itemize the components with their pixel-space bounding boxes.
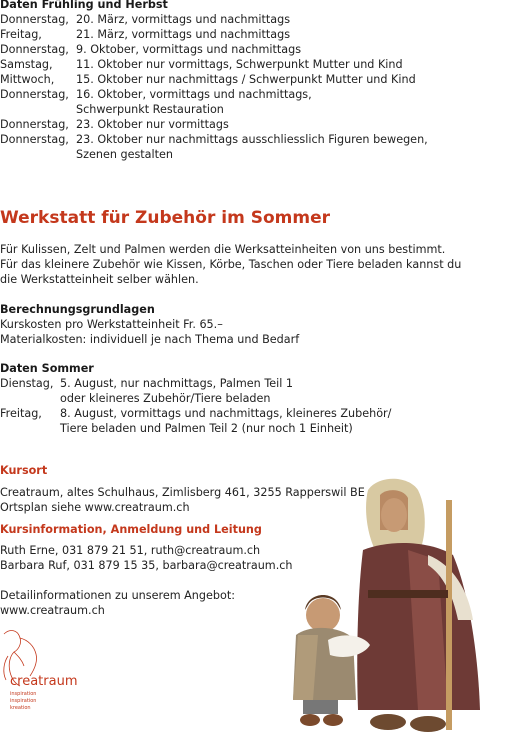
- date-desc: 23. Oktober nur vormittags: [76, 118, 229, 131]
- logo-tagline: kreation: [10, 705, 31, 711]
- section-heading-fruehling-herbst: Daten Frühling und Herbst: [0, 0, 168, 11]
- date-desc: 16. Oktober, vormittags und nachmittags,: [76, 88, 312, 101]
- date-desc: 8. August, vormittags und nachmittags, kleineres Zubehör/: [60, 407, 392, 420]
- berechnung-heading: Berechnungsgrundlagen: [0, 303, 155, 316]
- date-desc: 20. März, vormittags und nachmittags: [76, 13, 291, 26]
- berechnung-line: Kurskosten pro Werkstatteinheit Fr. 65.–: [0, 318, 223, 331]
- kursinfo-heading: Kursinformation, Anmeldung und Leitung: [0, 523, 262, 536]
- creatraum-logo: [0, 626, 110, 738]
- date-day: Mittwoch,: [0, 73, 55, 86]
- figures-photo: [268, 470, 513, 741]
- date-desc-continued: Schwerpunkt Restauration: [76, 103, 224, 116]
- contact-ruth[interactable]: Ruth Erne, 031 879 21 51, ruth@creatraum.ch: [0, 544, 261, 557]
- logo-tagline: inspiration: [10, 691, 37, 697]
- contact-barbara[interactable]: Barbara Ruf, 031 879 15 35, barbara@creatraum.ch: [0, 559, 293, 572]
- intro-line: Für Kulissen, Zelt und Palmen werden die Werksatteinheiten von uns bestimmt.: [0, 243, 446, 256]
- date-day: Samstag,: [0, 58, 53, 71]
- figures-photo-icon: [268, 470, 513, 741]
- detail-line: Detailinformationen zu unserem Angebot:: [0, 589, 235, 602]
- kursort-line: Creatraum, altes Schulhaus, Zimlisberg 461, 3255 Rapperswil BE: [0, 486, 365, 499]
- date-desc-continued: Szenen gestalten: [76, 148, 174, 161]
- date-day: Donnerstag,: [0, 43, 69, 56]
- date-day: Freitag,: [0, 407, 42, 420]
- kursort-link[interactable]: Ortsplan siehe www.creatraum.ch: [0, 501, 190, 514]
- intro-line: Für das kleinere Zubehör wie Kissen, Körbe, Taschen oder Tiere beladen kannst du: [0, 258, 462, 271]
- sommer-heading: Daten Sommer: [0, 362, 94, 375]
- date-day: Donnerstag,: [0, 88, 69, 101]
- berechnung-line: Materialkosten: individuell je nach Thema und Bedarf: [0, 333, 300, 346]
- page-title: Werkstatt für Zubehör im Sommer: [0, 208, 330, 228]
- date-day: Dienstag,: [0, 377, 54, 390]
- website-link[interactable]: www.creatraum.ch: [0, 604, 105, 617]
- logo-tagline: inspiration: [10, 698, 37, 704]
- date-day: Donnerstag,: [0, 133, 69, 146]
- date-day: Donnerstag,: [0, 13, 69, 26]
- date-day: Donnerstag,: [0, 118, 69, 131]
- intro-line: die Werkstatteinheit selber wählen.: [0, 273, 199, 286]
- date-desc: 9. Oktober, vormittags und nachmittags: [76, 43, 302, 56]
- date-desc: 23. Oktober nur nachmittags ausschliesslich Figuren bewegen,: [76, 133, 428, 146]
- date-desc-continued: oder kleineres Zubehör/Tiere beladen: [60, 392, 271, 405]
- date-desc: 21. März, vormittags und nachmittags: [76, 28, 291, 41]
- date-desc-continued: Tiere beladen und Palmen Teil 2 (nur noch 1 Einheit): [60, 422, 353, 435]
- logo-wordmark: creatraum: [10, 674, 78, 689]
- kursort-heading: Kursort: [0, 464, 48, 477]
- date-desc: 11. Oktober nur vormittags, Schwerpunkt Mutter und Kind: [76, 58, 403, 71]
- date-desc: 15. Oktober nur nachmittags / Schwerpunkt Mutter und Kind: [76, 73, 416, 86]
- date-desc: 5. August, nur nachmittags, Palmen Teil 1: [60, 377, 294, 390]
- date-day: Freitag,: [0, 28, 42, 41]
